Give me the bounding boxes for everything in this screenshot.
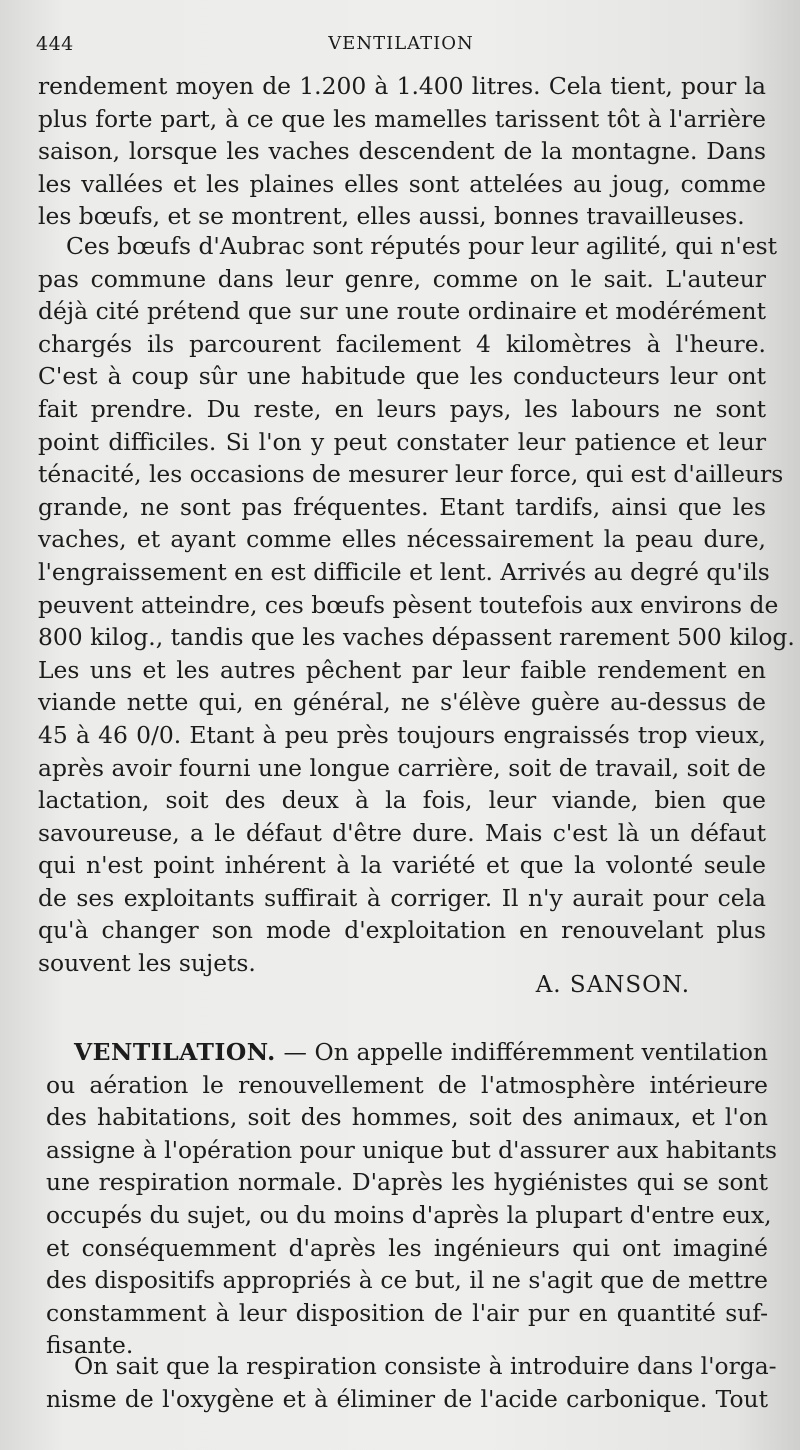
text-line: vaches, et ayant comme elles nécessairement la peau dure, bbox=[38, 525, 766, 554]
text-line: qui n'est point inhérent à la variété et que la volonté seule bbox=[38, 851, 766, 880]
text-line: viande nette qui, en général, ne s'élève guère au-dessus de bbox=[38, 688, 766, 717]
text-line: fait prendre. Du reste, en leurs pays, les labours ne sont bbox=[38, 394, 766, 423]
article-headword: VENTILATION. bbox=[74, 1038, 276, 1066]
text-line: plus forte part, à ce que les mamelles tarissent tôt à l'arrière bbox=[38, 104, 766, 133]
paragraph-respiration bbox=[46, 1350, 777, 1415]
paragraph-continuation bbox=[38, 70, 766, 233]
text-line: après avoir fourni une longue carrière, soit de travail, soit de bbox=[38, 753, 766, 782]
text-line: point difficiles. Si l'on y peut constater leur patience et leur bbox=[38, 427, 766, 456]
text-line: chargés ils parcourent facilement 4 kilomètres à l'heure. bbox=[38, 329, 766, 358]
text-line: lactation, soit des deux à la fois, leur viande, bien que bbox=[38, 786, 766, 815]
text-line: pas commune dans leur genre, comme on le sait. L'auteur bbox=[38, 264, 766, 293]
text-line: Ces bœufs d'Aubrac sont réputés pour leur agilité, qui n'est bbox=[66, 232, 778, 260]
text-line: On sait que la respiration consiste à introduire dans l'orga- bbox=[74, 1352, 777, 1380]
page-number: 444 bbox=[36, 33, 74, 55]
text-line: 800 kilog., tandis que les vaches dépassent rarement 500 kilog. bbox=[38, 623, 795, 652]
text-line: peuvent atteindre, ces bœufs pèsent toutefois aux environs de bbox=[38, 590, 779, 619]
author-signature bbox=[536, 972, 690, 998]
running-title: VENTILATION bbox=[328, 33, 474, 54]
text-line: souvent les sujets. bbox=[38, 949, 256, 978]
text-line: des habitations, soit des hommes, soit des animaux, et l'on bbox=[46, 1103, 768, 1132]
paragraph-aubrac-oxen bbox=[38, 230, 795, 980]
text-line: constamment à leur disposition de l'air pur en quantité suf- bbox=[46, 1298, 768, 1327]
text-line: une respiration normale. D'après les hygiénistes qui se sont bbox=[46, 1168, 768, 1197]
text-line: occupés du sujet, ou du moins d'après la plupart d'entre eux, bbox=[46, 1200, 772, 1229]
text-line: saison, lorsque les vaches descendent de la montagne. Dans bbox=[38, 137, 766, 166]
text-line bbox=[46, 1036, 768, 1069]
text-line: C'est à coup sûr une habitude que les conducteurs leur ont bbox=[38, 362, 766, 391]
text-line: ou aération le renouvellement de l'atmosphère intérieure bbox=[46, 1070, 768, 1099]
text-line: les bœufs, et se montrent, elles aussi, bonnes travailleuses. bbox=[38, 202, 745, 231]
text-line: l'engraissement en est difficile et lent. Arrivés au degré qu'ils bbox=[38, 557, 770, 586]
text-line: et conséquemment d'après les ingénieurs qui ont imaginé bbox=[46, 1233, 768, 1262]
text-line: savoureuse, a le défaut d'être dure. Mais c'est là un défaut bbox=[38, 818, 766, 847]
text-line: Les uns et les autres pêchent par leur faible rendement en bbox=[38, 655, 766, 684]
text-line: fisante. bbox=[46, 1331, 134, 1360]
text-line: nisme de l'oxygène et à éliminer de l'acide carbonique. Tout bbox=[46, 1384, 768, 1413]
text-line: rendement moyen de 1.200 à 1.400 litres. Cela tient, pour la bbox=[38, 72, 766, 100]
signature-initial: A. S bbox=[535, 972, 587, 998]
article-ventilation bbox=[46, 1036, 778, 1362]
headword-line-rest: — On appelle indifféremment ventilation bbox=[275, 1038, 768, 1066]
text-line: des dispositifs appropriés à ce but, il ne s'agit que de mettre bbox=[46, 1266, 768, 1295]
text-line: qu'à changer son mode d'exploitation en renouvelant plus bbox=[38, 916, 766, 945]
text-line: les vallées et les plaines elles sont attelées au joug, comme bbox=[38, 169, 766, 198]
text-line: de ses exploitants suffirait à corriger. Il n'y aurait pour cela bbox=[38, 883, 766, 912]
text-line: assigne à l'opération pour unique but d'assurer aux habitants bbox=[46, 1135, 778, 1164]
signature-surname: ANSON. bbox=[586, 972, 690, 998]
text-line: ténacité, les occasions de mesurer leur force, qui est d'ailleurs bbox=[38, 460, 784, 489]
running-head bbox=[36, 33, 766, 57]
text-line: grande, ne sont pas fréquentes. Etant tardifs, ainsi que les bbox=[38, 492, 766, 521]
text-line: 45 à 46 0/0. Etant à peu près toujours engraissés trop vieux, bbox=[38, 720, 766, 749]
text-line: déjà cité prétend que sur une route ordinaire et modérément bbox=[38, 297, 766, 326]
